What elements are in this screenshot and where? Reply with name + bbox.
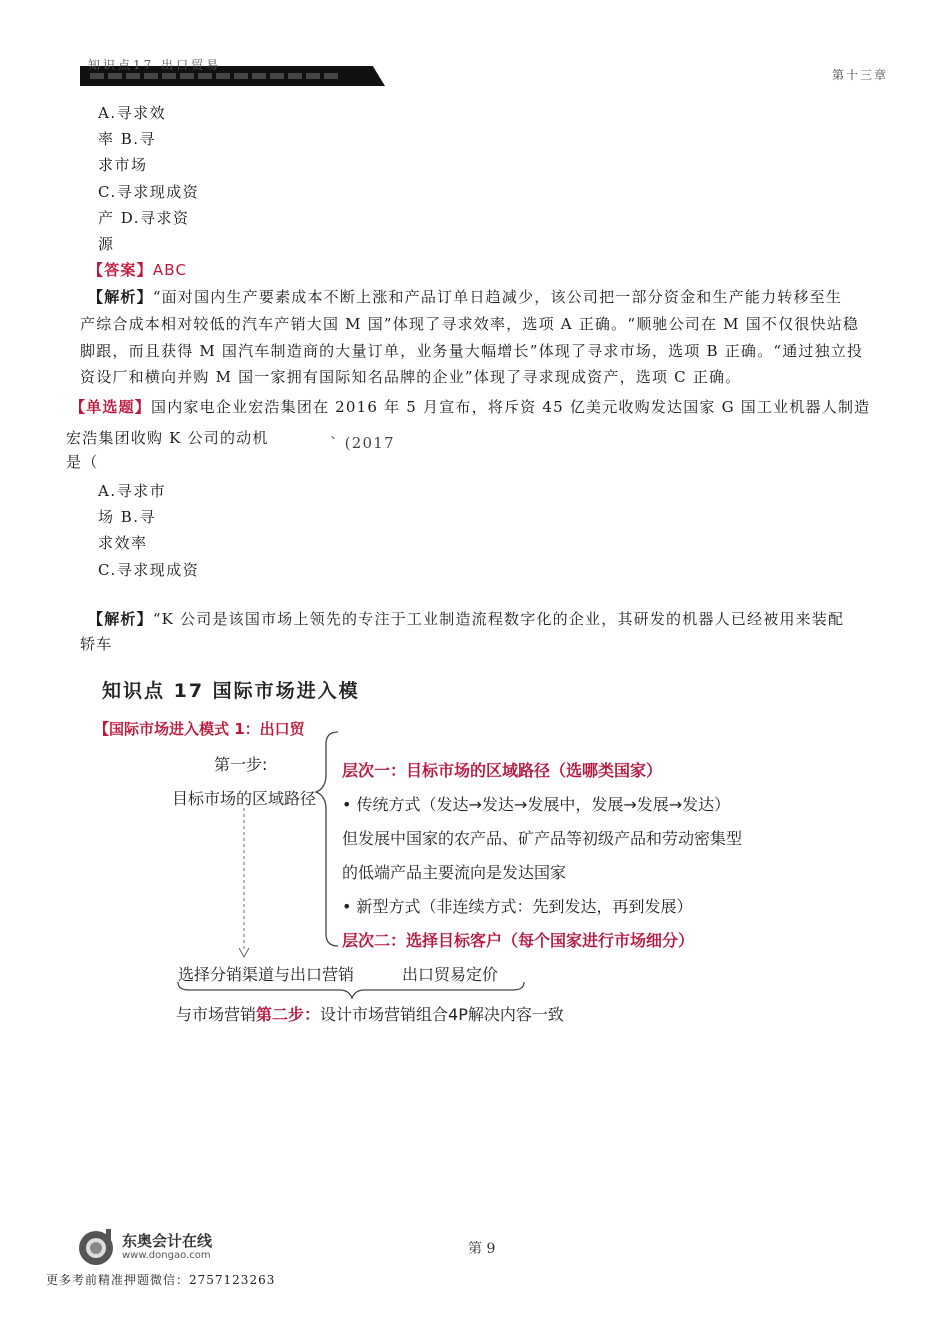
q2-analysis-line: 轿车 [80,635,113,653]
header-chapter: 第十三章 [831,68,888,82]
q1-analysis-line: 产综合成本相对较低的汽车产销大国 M 国”体现了寻求效率，选项 A 正确。“顺驰公司在 M 国不仅很快站稳 [80,315,860,333]
q1-option-line: C.寻求现成资 [98,183,200,201]
traditional-way: • 传统方式（发达→发达→发展中，发展→发展→发达） [342,795,731,814]
footer-brand: 东奥会计在线 [122,1232,213,1250]
section-title: 知识点 17 国际市场进入模 [102,680,360,702]
q2-analysis-label: 【解析】 [88,610,153,628]
q2-option-line: 求效率 [98,534,148,552]
q2-option-line: A.寻求市 [98,482,167,500]
note-line: 但发展中国家的农产品、矿产品等初级产品和劳动密集型 [342,829,743,848]
channel-text: 选择分销渠道与出口营销 [178,965,355,984]
q1-option-line: 源 [98,235,115,253]
footer-page-number: 第 9 [468,1241,496,1257]
footer-wechat: 更多考前精准押题微信：2757123263 [46,1273,276,1287]
new-way: • 新型方式（非连续方式：先到发达，再到发展） [342,897,693,916]
step2-text: 设计市场营销组合4P解决内容一致 [320,1005,564,1024]
curly-brace [316,732,338,946]
marketing-prefix: 与市场营销 [176,1005,257,1024]
step2-line [176,1002,564,1025]
header-banner-text: 知识点17 出口贸易 [88,58,222,72]
q2-option-line: 场 B.寻 [98,508,157,526]
note-line: 的低端产品主要流向是发达国家 [342,863,567,882]
q2-option-line: C.寻求现成资 [98,561,200,579]
q1-option-line: 率 B.寻 [98,130,157,148]
step2-label: 第二步： [256,1005,321,1024]
q2-type-label: 【单选题】 [70,398,152,416]
q2-stem-line3: 是（ [66,453,99,471]
dashed-arrow-head [239,948,249,957]
pricing-text: 出口贸易定价 [402,965,499,984]
q1-option-line: A.寻求效 [98,104,167,122]
q1-analysis-line: 脚跟，而且获得 M 国汽车制造商的大量订单，业务量大幅增长”体现了寻求市场，选项 B 正确。“通过独立投 [80,342,864,360]
q2-analysis-text: “K 公司是该国市场上领先的专注于工业制造流程数字化的企业，其研发的机器人已经被用来装配 [152,610,845,628]
q2-stem-text: 国内家电企业宏浩集团在 2016 年 5 月宣布，将斥资 45 亿美元收购发达国家 G 国工业机器人制造 [151,398,871,416]
dongao-logo-icon [76,1226,116,1266]
answer-label: 【答案】 [88,261,153,279]
analysis-label: 【解析】 [88,288,153,306]
q2-stem-text2: 宏浩集团收购 K 公司的动机 [66,429,269,447]
section-subtitle: 【国际市场进入模式 1：出口贸 [94,720,305,738]
q1-option-line: 求市场 [98,156,148,174]
footer-url: www.dongao.com [122,1250,211,1261]
step1-label: 第一步: [214,755,268,774]
q1-option-line: 产 D.寻求资 [98,209,190,227]
level2-title: 层次二：选择目标客户（每个国家进行市场细分） [342,931,695,950]
step1-text: 目标市场的区域路径 [172,789,317,808]
analysis-text: “面对国内生产要素成本不断上涨和产品订单日趋减少，该公司把一部分资金和生产能力转移至生 [152,288,843,306]
level1-title: 层次一：目标市场的区域路径（选哪类国家） [342,761,663,780]
q2-stem-fragment: ` (2017 [330,434,395,452]
answer-value: ABC [152,261,188,279]
q1-analysis-line: 资设厂和横向并购 M 国一家拥有国际知名品牌的企业”体现了寻求现成资产，选项 C 正确。 [80,368,742,386]
